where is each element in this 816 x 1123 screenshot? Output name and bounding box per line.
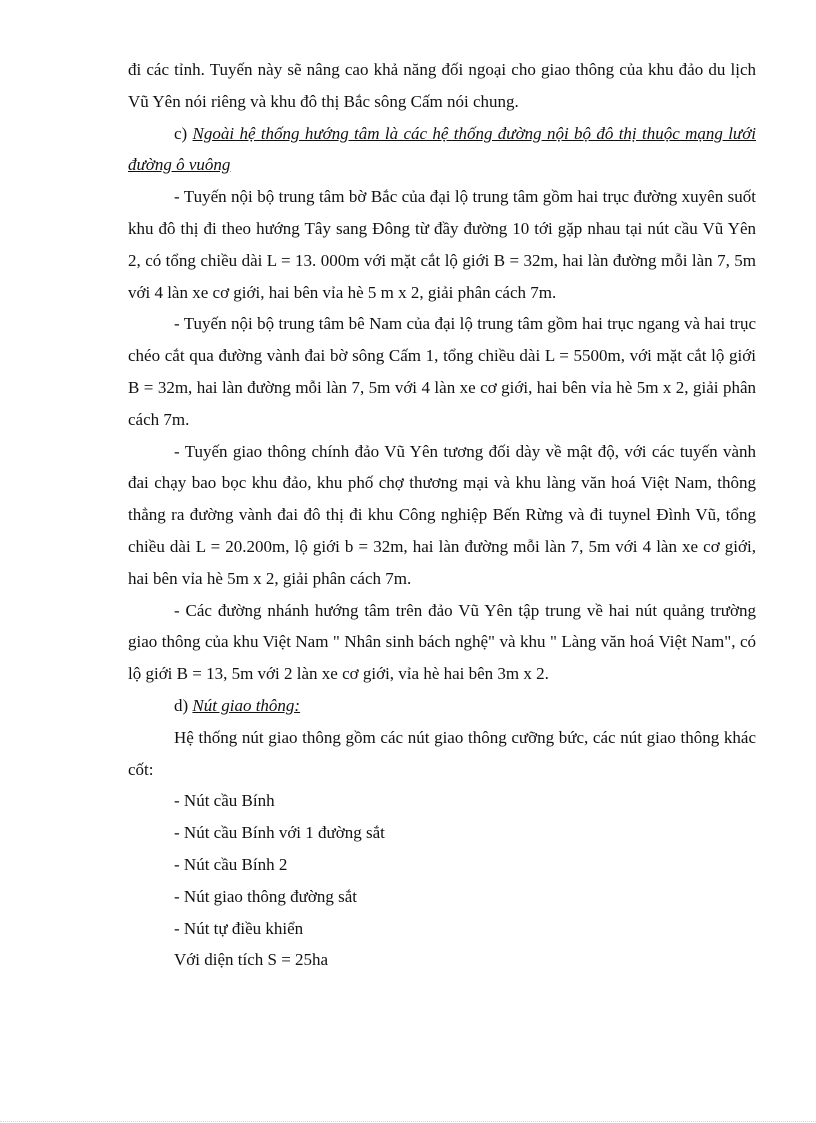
paragraph-branch-roads: - Các đường nhánh hướng tâm trên đảo Vũ Yên tập trung về hai nút quảng trường giao thông của khu Việt Nam " Nhân sinh bách nghệ" và khu " Làng văn hoá Việt Nam", có lộ giới B = 13, 5m với 2 làn xe cơ giới, vỉa hè hai bên 3m x 2. (128, 600, 756, 684)
document-page (128, 54, 756, 976)
paragraph-main-route: - Tuyến giao thông chính đảo Vũ Yên tương đối dày về mật độ, với các tuyến vành đai chạy bao bọc khu đảo, khu phố chợ thương mại và khu làng văn hoá Việt Nam, thông thẳng ra đường vành đai đô thị đi khu Công nghiệp Bến Rừng và đi tuynel Đình Vũ, tổng chiều dài L = 20.200m, lộ giới b = 32m, hai làn đường mỗi làn 7, 5m với 4 làn xe cơ giới, hai bên vỉa hè 5m x 2, giải phân cách 7m. (128, 441, 756, 588)
heading-d-title: Nút giao thông: (192, 695, 301, 715)
paragraph-south-route: - Tuyến nội bộ trung tâm bê Nam của đại lộ trung tâm gồm hai trục ngang và hai trục chéo cắt qua đường vành đai bờ sông Cấm 1, tổng chiều dài L = 5500m, với mặt cắt lộ giới B = 32m, hai làn đường mỗi làn 7, 5m với 4 làn xe cơ giới, hai bên vỉa hè 5m x 2, giải phân cách 7m. (128, 314, 756, 429)
heading-c-label: c) (174, 123, 193, 143)
heading-c-title: Ngoài hệ thống hướng tâm là các hệ thống đường nội bộ đô thị thuộc mạng lưới đường ô vuông (128, 123, 756, 175)
list-item: - Nút cầu Bính với 1 đường sắt (174, 823, 385, 843)
paragraph-intersections: Hệ thống nút giao thông gồm các nút giao thông cưỡng bức, các nút giao thông khác cốt: (128, 727, 756, 779)
list-item: - Nút tự điều khiển (174, 918, 304, 938)
paragraph-intro: đi các tỉnh. Tuyến này sẽ nâng cao khả năng đối ngoại cho giao thông của khu đảo du lịch Vũ Yên nói riêng và khu đô thị Bắc sông Cấm nói chung. (128, 60, 756, 111)
list-item: - Nút giao thông đường sắt (174, 886, 357, 906)
heading-d-label: d) (174, 695, 193, 715)
list-item: - Nút cầu Bính 2 (174, 854, 288, 874)
paragraph-north-route: - Tuyến nội bộ trung tâm bờ Bắc của đại lộ trung tâm gồm hai trục đường xuyên suốt khu đô thị đi theo hướng Tây sang Đông từ đầy đường 10 tới gặp nhau tại nút cầu Vũ Yên 2, có tổng chiều dài L = 13. 000m với mặt cắt lộ giới B = 32m, hai làn đường mỗi làn 7, 5m với 4 làn xe cơ giới, hai bên vỉa hè 5 m x 2, giải phân cách 7m. (128, 187, 756, 302)
section-heading-c (128, 118, 756, 182)
section-heading-d (128, 690, 756, 722)
list-item: - Nút cầu Bính (174, 791, 275, 811)
paragraph-area: Với diện tích S = 25ha (174, 950, 329, 970)
